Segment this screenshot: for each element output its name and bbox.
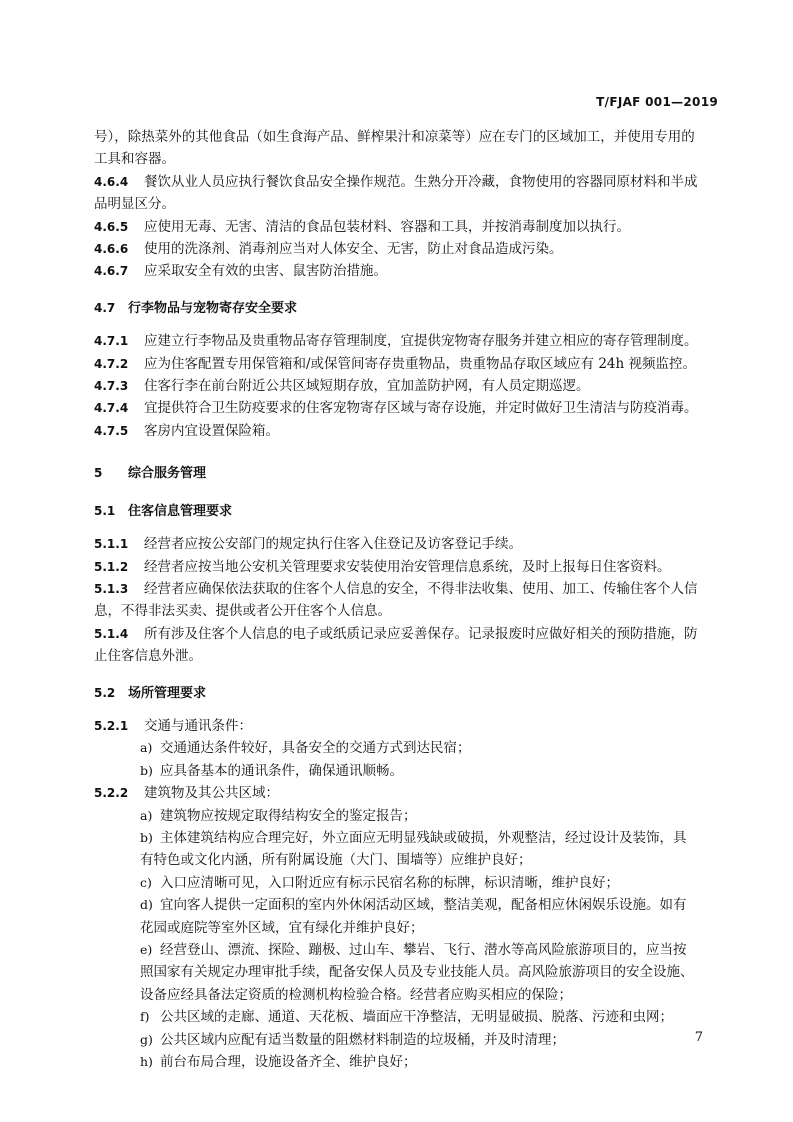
- list-text: 应具备基本的通讯条件，确保通讯顺畅。: [160, 762, 403, 779]
- document-body: [94, 126, 720, 1073]
- clause-number: 5.1.2: [94, 559, 129, 574]
- list-letter: f): [140, 1009, 150, 1025]
- clause-text: 应建立行李物品及贵重物品寄存管理制度，宜提供宠物寄存服务并建立相应的寄存管理制度。: [144, 333, 698, 350]
- clause-number: 4.7.3: [94, 379, 129, 394]
- chapter-heading-5: [94, 462, 720, 485]
- clause-text: 住客行李在前台附近公共区域短期存放，宜加盖防护网，有人员定期巡逻。: [144, 378, 590, 395]
- list-item: [94, 760, 720, 782]
- section-number: 5.1: [94, 503, 116, 518]
- list-text: 经营登山、漂流、探险、蹦极、过山车、攀岩、飞行、潜水等高风险旅游项目的，应当按: [160, 942, 687, 958]
- clause-text: 交通与通讯条件：: [144, 717, 252, 734]
- list-item-continuation: 设备应经具备法定资质的检测机构检验合格。经营者应购买相应的保险；: [140, 986, 572, 1003]
- list-item-continuation: 花园或庭院等室外区域，宜有绿化并维护良好；: [140, 919, 424, 936]
- section-heading-5-1: [94, 500, 720, 523]
- clause-5-1-4: [94, 623, 720, 645]
- clause-text: 餐饮从业人员应执行餐饮食品安全操作规范。生熟分开冷藏，食物使用的容器同原材料和半成: [144, 173, 698, 190]
- list-letter: b): [140, 762, 153, 778]
- list-item: [94, 939, 720, 961]
- clause-4-7-2: [94, 353, 720, 375]
- clause-5-1-2: [94, 556, 720, 578]
- section-title: 行李物品与宠物寄存安全要求: [128, 300, 298, 316]
- list-item: [94, 1051, 720, 1073]
- clause-4-6-7: [94, 260, 720, 282]
- clause-number: 5.1.3: [94, 581, 129, 596]
- clause-5-2-2: [94, 782, 720, 804]
- clause-continuation: 止住客信息外泄。: [94, 648, 202, 665]
- list-text: 主体建筑结构应合理完好，外立面应无明显残缺或破损，外观整洁，经过设计及装饰，具: [160, 829, 687, 846]
- clause-number: 4.7.2: [94, 356, 129, 371]
- paragraph-line: 号），除热菜外的其他食品（如生食海产品、鲜榨果汁和凉菜等）应在专门的区域加工，并使用专用的: [94, 129, 695, 145]
- clause-number: 5.1.1: [94, 537, 129, 552]
- list-item: [94, 827, 720, 849]
- list-letter: d): [140, 897, 153, 913]
- section-number: 4.7: [94, 300, 116, 315]
- clause-continuation: 品明显区分。: [94, 196, 175, 213]
- list-item: [94, 737, 720, 759]
- clause-text: 客房内宜设置保险箱。: [144, 422, 279, 439]
- clause-text: 应采取安全有效的虫害、鼠害防治措施。: [144, 263, 387, 280]
- list-item: [94, 872, 720, 894]
- clause-number: 4.6.7: [94, 264, 129, 279]
- list-letter: a): [140, 807, 153, 823]
- clause-number: 5.2.1: [94, 718, 129, 733]
- clause-text: 建筑物及其公共区域：: [144, 785, 279, 802]
- list-letter: e): [140, 942, 153, 957]
- clause-4-7-4: [94, 397, 720, 419]
- clause-continuation: 息，不得非法买卖、提供或者公开住客个人信息。: [94, 603, 391, 620]
- clause-4-7-1: [94, 330, 720, 352]
- section-title: 场所管理要求: [128, 685, 207, 701]
- chapter-title: 综合服务管理: [128, 466, 207, 482]
- clause-4-6-5: [94, 216, 720, 238]
- clause-number: 4.7.5: [94, 423, 129, 438]
- list-letter: b): [140, 829, 153, 845]
- list-letter: c): [140, 874, 152, 890]
- clause-text: 经营者应确保依法获取的住客个人信息的安全，不得非法收集、使用、加工、传输住客个人信: [144, 580, 698, 597]
- clause-text: 应使用无毒、无害、清洁的食品包装材料、容器和工具，并按消毒制度加以执行。: [144, 218, 630, 235]
- list-text: 建筑物应按规定取得结构安全的鉴定报告；: [160, 807, 417, 824]
- clause-5-1-1: [94, 533, 720, 555]
- clause-text: 应为住客配置专用保管箱和/或保管间寄存贵重物品，贵重物品存取区域应有 24h 视频监控。: [144, 355, 697, 372]
- clause-text: 使用的洗涤剂、消毒剂应当对人体安全、无害，防止对食品造成污染。: [144, 241, 563, 258]
- clause-5-2-1: [94, 715, 720, 737]
- chapter-number: 5: [94, 466, 103, 481]
- section-heading-5-2: [94, 682, 720, 705]
- list-item-continuation: 照国家有关规定办理审批手续，配备安保人员及专业技能人员。高风险旅游项目的安全设施、: [140, 964, 694, 981]
- section-heading-4-7: [94, 297, 720, 320]
- list-letter: a): [140, 740, 153, 756]
- list-item: [94, 1029, 720, 1051]
- list-item: [94, 805, 720, 827]
- list-text: 前台布局合理，设施设备齐全、维护良好；: [160, 1054, 417, 1071]
- list-item: [94, 1006, 720, 1028]
- clause-4-6-6: [94, 238, 720, 260]
- paragraph-line: 工具和容器。: [94, 151, 175, 168]
- list-letter: g): [140, 1031, 153, 1047]
- section-title: 住客信息管理要求: [128, 503, 233, 519]
- clause-4-7-5: [94, 420, 720, 442]
- clause-number: 4.7.4: [94, 401, 129, 416]
- section-number: 5.2: [94, 685, 116, 700]
- list-letter: h): [140, 1054, 153, 1070]
- clause-5-1-3: [94, 578, 720, 600]
- clause-number: 4.6.4: [94, 174, 129, 189]
- clause-number: 4.6.5: [94, 219, 129, 234]
- list-text: 宜向客人提供一定面积的室内外休闲活动区域，整洁美观，配备相应休闲娱乐设施。如有: [160, 897, 687, 914]
- clause-number: 4.6.6: [94, 242, 129, 257]
- list-item: [94, 894, 720, 916]
- list-text: 入口应清晰可见，入口附近应有标示民宿名称的标牌，标识清晰，维护良好；: [160, 874, 619, 891]
- list-item-continuation: 有特色或文化内涵，所有附属设施（大门、围墙等）应维护良好；: [140, 852, 532, 869]
- list-text: 公共区域的走廊、通道、天花板、墙面应干净整洁，无明显破损、脱落、污迹和虫网；: [160, 1009, 673, 1026]
- clause-number: 5.1.4: [94, 626, 129, 641]
- document-id-header: T/FJAF 001—2019: [596, 95, 718, 109]
- clause-number: 4.7.1: [94, 334, 129, 349]
- list-text: 公共区域内应配有适当数量的阻燃材料制造的垃圾桶，并及时清理；: [160, 1031, 565, 1048]
- page-number: 7: [694, 1030, 703, 1045]
- clause-text: 经营者应按公安部门的规定执行住客入住登记及访客登记手续。: [144, 536, 522, 553]
- list-text: 交通通达条件较好，具备安全的交通方式到达民宿；: [160, 740, 471, 757]
- clause-text: 宜提供符合卫生防疫要求的住客宠物寄存区域与寄存设施，并定时做好卫生清洁与防疫消毒。: [144, 400, 698, 417]
- clause-text: 经营者应按当地公安机关管理要求安装使用治安管理信息系统，及时上报每日住客资料。: [144, 558, 671, 575]
- clause-number: 5.2.2: [94, 786, 129, 801]
- clause-4-6-4: [94, 171, 720, 193]
- clause-text: 所有涉及住客个人信息的电子或纸质记录应妥善保存。记录报废时应做好相关的预防措施，防: [144, 625, 698, 642]
- clause-4-7-3: [94, 375, 720, 397]
